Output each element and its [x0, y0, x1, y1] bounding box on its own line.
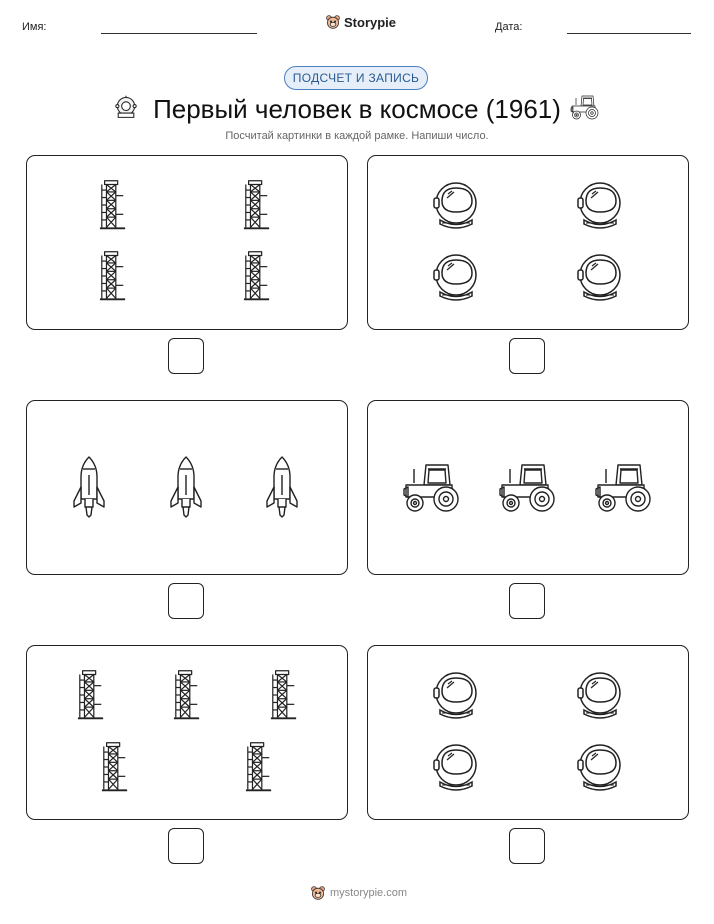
launch-tower-icon — [270, 668, 298, 722]
tractor-icon — [592, 459, 656, 515]
launch-tower-icon — [77, 668, 105, 722]
launch-tower-icon — [101, 740, 129, 794]
rocket-icon — [71, 455, 107, 519]
answer-box-5[interactable] — [168, 828, 204, 864]
count-panel-4 — [367, 400, 689, 575]
launch-tower-icon — [243, 178, 271, 232]
space-helmet-icon — [574, 179, 626, 231]
space-helmet-icon — [430, 741, 482, 793]
date-write-line[interactable] — [567, 33, 691, 34]
launch-tower-icon — [243, 249, 271, 303]
footer — [310, 885, 407, 901]
space-helmet-icon — [574, 741, 626, 793]
rocket-icon — [168, 455, 204, 519]
answer-box-4[interactable] — [509, 583, 545, 619]
date-label: Дата: — [495, 21, 523, 33]
space-helmet-icon — [430, 669, 482, 721]
answer-box-3[interactable] — [168, 583, 204, 619]
space-helmet-icon — [430, 179, 482, 231]
tractor-icon — [569, 94, 601, 120]
brand-name: Storypie — [344, 14, 397, 30]
count-panel-2 — [367, 155, 689, 330]
name-label: Имя: — [22, 21, 47, 33]
launch-tower-icon — [99, 178, 127, 232]
launch-tower-icon — [173, 668, 201, 722]
answer-box-1[interactable] — [168, 338, 204, 374]
answer-box-2[interactable] — [509, 338, 545, 374]
footer-url[interactable]: mystorypie.com — [330, 887, 408, 899]
page-title: Первый человек в космосе (1961) — [153, 94, 561, 124]
count-panel-6 — [367, 645, 689, 820]
space-helmet-icon — [430, 251, 482, 303]
bear-logo-icon — [325, 14, 341, 30]
bear-logo-icon — [310, 885, 326, 901]
space-helmet-icon — [574, 251, 626, 303]
rocket-icon — [264, 455, 300, 519]
answer-box-6[interactable] — [509, 828, 545, 864]
count-panel-3 — [26, 400, 348, 575]
count-panel-1 — [26, 155, 348, 330]
instructions: Посчитай картинки в каждой рамке. Напиши число. — [225, 130, 489, 142]
name-write-line[interactable] — [101, 33, 257, 34]
space-helmet-icon — [574, 669, 626, 721]
tractor-icon — [496, 459, 560, 515]
brand-logo — [325, 14, 396, 30]
launch-tower-icon — [245, 740, 273, 794]
tractor-icon — [400, 459, 464, 515]
count-panel-5 — [26, 645, 348, 820]
activity-badge: ПОДСЧЕТ И ЗАПИСЬ — [284, 66, 428, 90]
launch-tower-icon — [99, 249, 127, 303]
